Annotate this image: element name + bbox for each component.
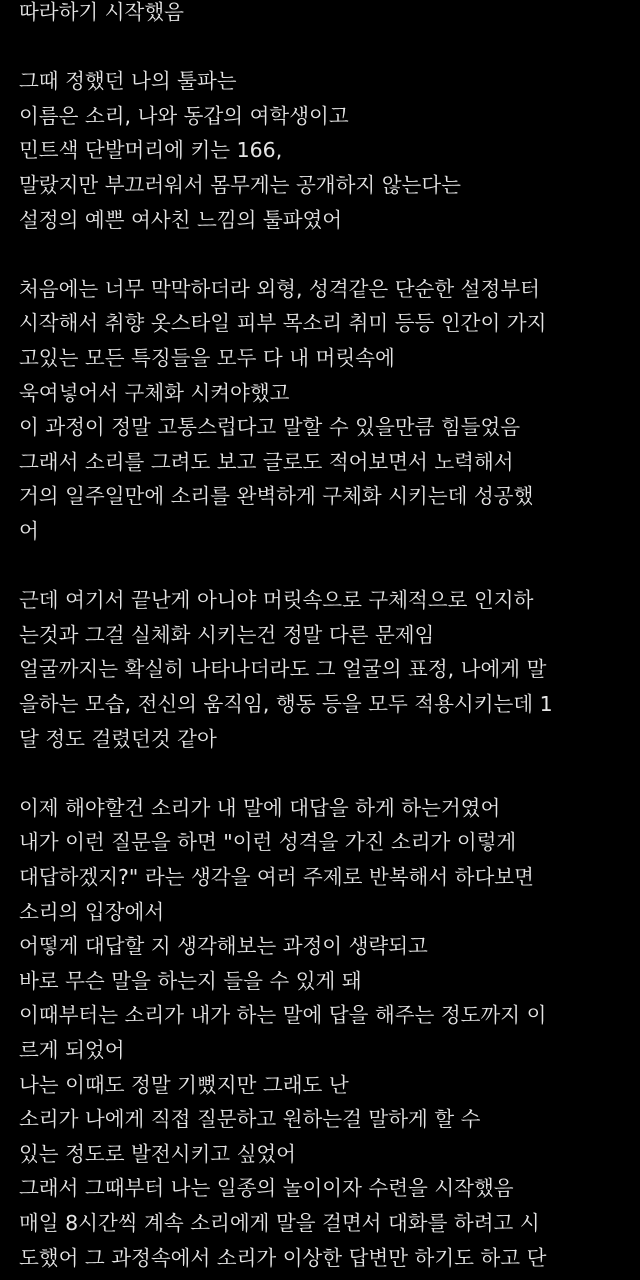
text-line: 내가 이런 질문을 하면 "이런 성격을 가진 소리가 이렇게 <box>19 830 517 855</box>
text-line: 근데 여기서 끝난게 아니야 머릿속으로 구체적으로 인지하 <box>19 588 534 613</box>
text-line: 그래서 소리를 그려도 보고 글로도 적어보면서 노력해서 <box>19 449 514 474</box>
text-line: 소리가 나에게 직접 질문하고 원하는걸 말하게 할 수 <box>19 1107 481 1132</box>
text-line: 이때부터는 소리가 내가 하는 말에 답을 해주는 정도까지 이 <box>19 1003 547 1028</box>
text-line: 말랐지만 부끄러워서 몸무게는 공개하지 않는다는 <box>19 173 461 197</box>
text-line: 민트색 단발머리에 키는 166, <box>19 138 283 163</box>
text-line: 어 <box>19 519 39 543</box>
text-line: 달 정도 걸렸던것 같아 <box>19 726 217 751</box>
text-line: 는것과 그걸 실체화 시키는건 정말 다른 문제임 <box>19 622 435 647</box>
text-line: 이 과정이 정말 고통스럽다고 말할 수 있을만큼 힘들었음 <box>19 415 521 440</box>
text-line: 그래서 그때부터 나는 일종의 놀이이자 수련을 시작했음 <box>19 1176 514 1201</box>
text-line: 따라하기 시작했음 <box>19 0 184 24</box>
text-line: 소리의 입장에서 <box>19 899 165 924</box>
text-line: 도했어 그 과정속에서 소리가 이상한 답변만 하기도 하고 단 <box>19 1245 547 1270</box>
text-line: 설정의 예쁜 여사친 느낌의 툴파였어 <box>19 207 343 232</box>
text-line: 그때 정했던 나의 툴파는 <box>19 69 237 94</box>
text-line: 처음에는 너무 막막하더라 외형, 성격같은 단순한 설정부터 <box>19 276 540 301</box>
text-line: 대답하겠지?" 라는 생각을 여러 주제로 반복해서 하다보면 <box>19 865 534 889</box>
text-line: 매일 8시간씩 계속 소리에게 말을 걸면서 대화를 하려고 시 <box>19 1211 540 1235</box>
text-line: 르게 되었어 <box>19 1038 125 1062</box>
text-line: 바로 무슨 말을 하는지 들을 수 있게 돼 <box>19 968 362 993</box>
text-line: 얼굴까지는 확실히 나타나더라도 그 얼굴의 표정, 나에게 말 <box>19 657 547 682</box>
text-line: 있는 정도로 발전시키고 싶었어 <box>19 1141 296 1166</box>
text-line: 어떻게 대답할 지 생각해보는 과정이 생략되고 <box>19 934 428 959</box>
text-line: 을하는 모습, 전신의 움직임, 행동 등을 모두 적용시키는데 1 <box>19 692 553 716</box>
text-line: 나는 이때도 정말 기뻤지만 그래도 난 <box>19 1072 349 1097</box>
text-line: 이제 해야할건 소리가 내 말에 대답을 하게 하는거였어 <box>19 795 501 820</box>
text-line: 시작해서 취향 옷스타일 피부 목소리 취미 등등 인간이 가지 <box>19 311 547 336</box>
text-line: 이름은 소리, 나와 동갑의 여학생이고 <box>19 103 349 128</box>
text-line: 고있는 모든 특징들을 모두 다 내 머릿속에 <box>19 346 395 370</box>
text-line: 욱여넣어서 구체화 시켜야했고 <box>19 380 290 405</box>
text-line: 거의 일주일만에 소리를 완벽하게 구체화 시키는데 성공했 <box>19 484 534 509</box>
